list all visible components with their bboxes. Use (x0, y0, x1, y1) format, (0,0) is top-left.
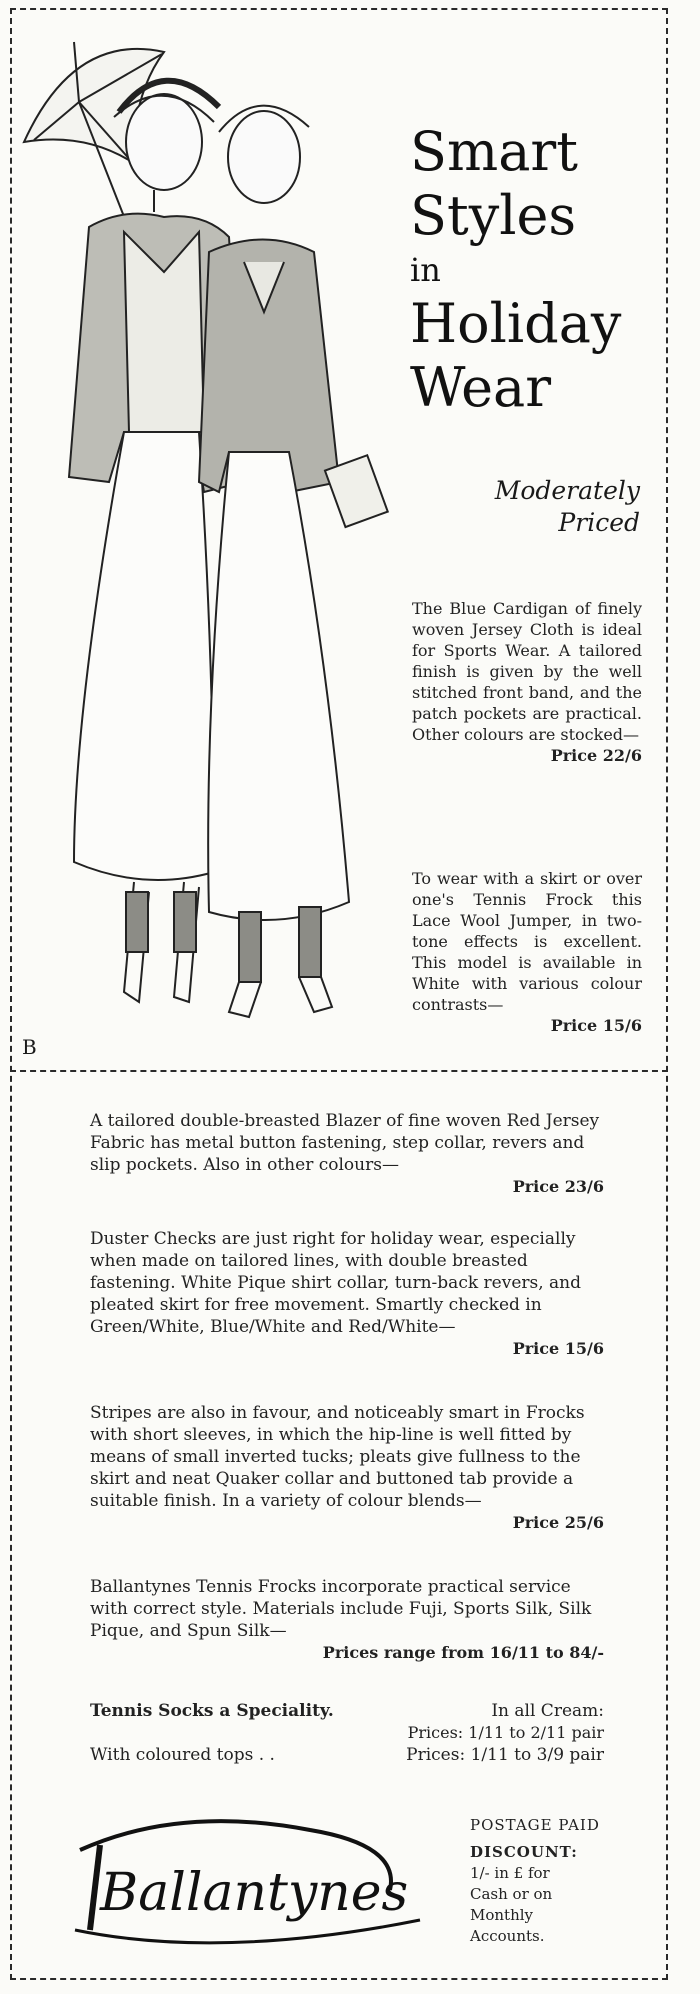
logo-text: Ballantynes (100, 1863, 409, 1923)
blazer-price: Price 23/6 (512, 1177, 604, 1196)
tagline-line: Priced (558, 508, 640, 537)
discount-heading: DISCOUNT: (470, 1843, 578, 1861)
socks-title: Tennis Socks a Speciality. (90, 1701, 334, 1721)
cardigan-blurb (412, 598, 642, 766)
fashion-illustration (14, 12, 404, 1062)
tagline (440, 475, 640, 539)
socks-coloured-label: With coloured tops . . (90, 1745, 275, 1765)
tennis-text: Ballantynes Tennis Frocks incorporate practical service with correct style. Materials include Fuji, Sports Silk, Silk Pique, and Spun Silk— (90, 1577, 592, 1641)
ballantynes-logo (60, 1810, 440, 1960)
jumper-blurb (412, 868, 642, 1036)
discount-line: 1/- in £ for (470, 1864, 550, 1882)
socks-row-coloured (90, 1744, 604, 1766)
discount-line: Cash or on (470, 1885, 553, 1903)
headline-line: Smart (410, 120, 578, 183)
blazer-paragraph (90, 1110, 604, 1198)
headline-line: Styles (410, 184, 577, 247)
tennis-paragraph (90, 1576, 604, 1664)
discount-line: Accounts. (470, 1927, 545, 1945)
duster-price: Price 15/6 (512, 1339, 604, 1358)
socks-paragraph (90, 1700, 604, 1766)
headline-line: in (410, 251, 441, 289)
discount-line: Monthly (470, 1906, 534, 1924)
artist-signature: B (22, 1035, 37, 1059)
stripes-price: Price 25/6 (512, 1513, 604, 1532)
headline (410, 120, 650, 420)
stripes-text: Stripes are also in favour, and noticeably smart in Frocks with short sleeves, in which the hip-line is well fitted by means of small inverted tucks; pleats give fullness to the skirt and neat Quaker collar and buttoned tab provide a suitable finish. In a variety of colour blends— (90, 1403, 585, 1511)
stripes-paragraph (90, 1402, 604, 1534)
tennis-price: Prices range from 16/11 to 84/- (322, 1643, 604, 1662)
cardigan-price: Price 22/6 (550, 746, 642, 765)
socks-cream-price: Prices: 1/11 to 2/11 pair (407, 1723, 604, 1742)
socks-cream-label: In all Cream: (491, 1701, 604, 1721)
socks-coloured-price: Prices: 1/11 to 3/9 pair (406, 1745, 604, 1765)
postage-info (470, 1815, 650, 1947)
headline-line: Wear (410, 356, 552, 419)
jumper-price: Price 15/6 (550, 1016, 642, 1035)
postage-heading: POSTAGE PAID (470, 1816, 600, 1834)
blazer-text: A tailored double-breasted Blazer of fine woven Red Jersey Fabric has metal button fastening, step collar, revers and slip pockets. Also in other colours— (90, 1111, 600, 1175)
socks-row-cream (90, 1700, 604, 1722)
duster-paragraph (90, 1228, 604, 1360)
section-divider (10, 1070, 668, 1072)
tagline-line: Moderately (494, 476, 640, 505)
headline-line: Holiday (410, 292, 622, 355)
jumper-text: To wear with a skirt or over one's Tennis Frock this Lace Wool Jumper, in two-tone effects is excellent. This model is available in White with various colour contrasts— (412, 869, 642, 1014)
duster-text: Duster Checks are just right for holiday wear, especially when made on tailored lines, with double breasted fastening. White Pique shirt collar, turn-back revers, and pleated skirt for free movement. Smartly checked in Green/White, Blue/White and Red/White— (90, 1229, 582, 1337)
cardigan-text: The Blue Cardigan of finely woven Jersey Cloth is ideal for Sports Wear. A tailored finish is given by the well stitched front band, and the patch pockets are practical. Other colours are stocked— (412, 599, 642, 744)
